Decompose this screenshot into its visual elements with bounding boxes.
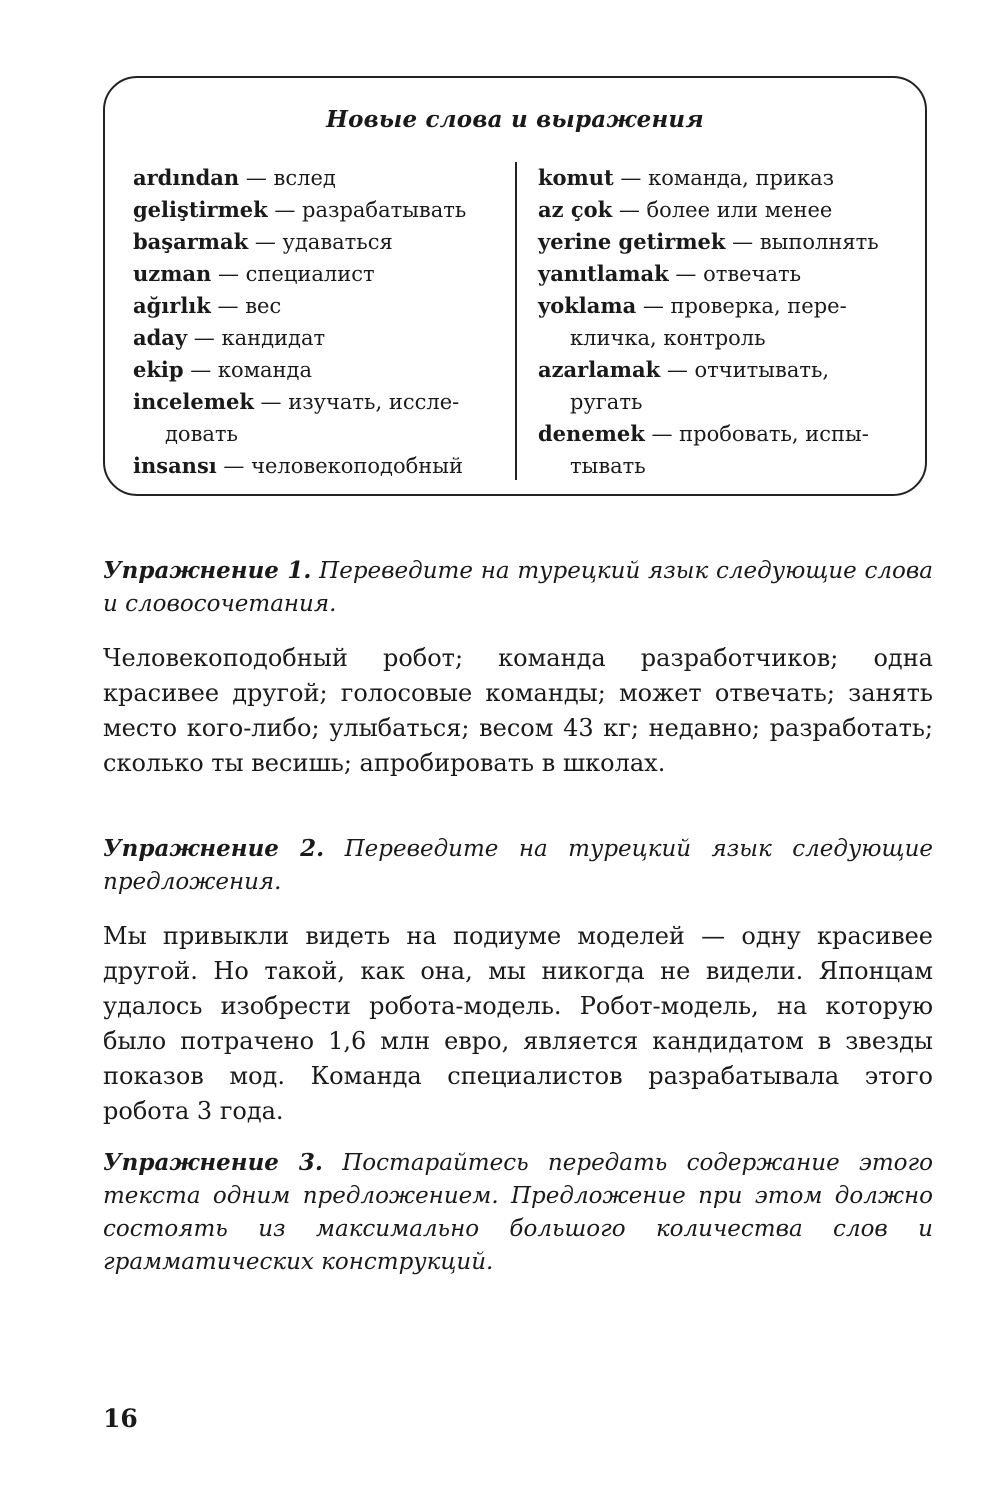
vocab-entry xyxy=(538,290,918,354)
vocab-translation: — отчитывать, xyxy=(660,358,830,382)
vocab-term: uzman xyxy=(133,261,212,286)
exercise-label: Упражнение 2. xyxy=(103,835,325,862)
vocab-entry xyxy=(133,162,513,194)
exercise-body: Человекоподобный робот; команда разработчиков; одна красивее другой; голосовые команды; может отвечать; занять место кого-либо; улыбаться; весом 43 кг; недавно; разработать; сколько ты весишь; апробировать в школах. xyxy=(103,644,933,777)
vocab-term: başarmak xyxy=(133,229,249,254)
exercise-1 xyxy=(103,554,933,805)
vocab-translation-continued: довать xyxy=(165,422,238,446)
vocab-entry xyxy=(538,354,918,418)
vocabulary-left-column xyxy=(133,162,513,482)
vocab-term: aday xyxy=(133,325,188,350)
vocabulary-box xyxy=(103,76,927,496)
vocab-translation: — разрабатывать xyxy=(267,198,467,222)
vocab-translation: — изучать, иссле- xyxy=(253,390,460,414)
vocab-term: yanıtlamak xyxy=(538,261,669,286)
vocab-term: geliştirmek xyxy=(133,197,268,222)
vocab-term: komut xyxy=(538,165,614,190)
vocab-translation: — проверка, пере- xyxy=(636,294,847,318)
exercise-body: Мы привыкли видеть на подиуме моделей — одну красивее другой. Но такой, как она, мы никогда не видели. Японцам удалось изобрести робота-модель. Робот-модель, на которую было потрачено 1,6 млн евро, является кандидатом в звезды показов мод. Команда специалистов разрабатывала этого робота 3 года. xyxy=(103,922,933,1125)
vocab-term: azarlamak xyxy=(538,357,661,382)
vocab-entry xyxy=(538,194,918,226)
vocab-entry xyxy=(538,162,918,194)
exercise-label: Упражнение 1. xyxy=(103,557,312,584)
vocab-entry xyxy=(538,418,918,482)
column-divider xyxy=(515,162,517,480)
exercise-instruction: Постарайтесь передать содержание этого текста одним предложением. Предложение при этом должно состоять из максимально большого количества слов и грамматических конструкций. xyxy=(103,1150,933,1275)
exercise-task xyxy=(103,554,933,621)
vocab-translation: — отвечать xyxy=(668,262,802,286)
vocab-translation: — человекоподобный xyxy=(216,454,463,478)
vocab-term: ağırlık xyxy=(133,293,211,318)
exercise-instruction: Переведите на турецкий язык следующие предложения. xyxy=(103,836,933,895)
vocab-entry xyxy=(133,386,513,450)
vocab-term: ekip xyxy=(133,357,184,382)
exercise-task xyxy=(103,1146,933,1279)
vocab-entry xyxy=(133,450,513,482)
exercise-instruction: Переведите на турецкий язык следующие слова и словосочетания. xyxy=(103,558,933,617)
vocab-entry xyxy=(133,290,513,322)
vocab-term: incelemek xyxy=(133,389,254,414)
vocab-term: insansı xyxy=(133,453,217,478)
vocab-entry xyxy=(133,194,513,226)
vocab-translation: — вес xyxy=(210,294,282,318)
vocab-translation: — пробовать, испы- xyxy=(644,422,869,446)
exercise-3 xyxy=(103,1146,933,1279)
vocab-entry xyxy=(133,226,513,258)
vocab-translation: — команда xyxy=(183,358,312,382)
vocab-translation: — вслед xyxy=(239,166,336,190)
vocab-translation-continued: тывать xyxy=(570,454,646,478)
vocab-term: ardından xyxy=(133,165,240,190)
vocab-term: yoklama xyxy=(538,293,637,318)
vocab-term: yerine getirmek xyxy=(538,229,726,254)
vocabulary-title: Новые слова и выражения xyxy=(326,106,704,133)
vocab-translation: — специалист xyxy=(211,262,375,286)
vocabulary-right-column xyxy=(538,162,918,482)
vocab-translation: — команда, приказ xyxy=(613,166,835,190)
vocab-entry xyxy=(538,258,918,290)
vocab-translation-continued: кличка, контроль xyxy=(570,326,766,350)
vocab-term: denemek xyxy=(538,421,645,446)
vocab-term: az çok xyxy=(538,197,613,222)
page-number: 16 xyxy=(103,1404,138,1433)
vocab-entry xyxy=(133,354,513,386)
exercise-label: Упражнение 3. xyxy=(103,1149,323,1176)
vocab-entry xyxy=(538,226,918,258)
vocab-entry xyxy=(133,322,513,354)
vocab-translation: — выполнять xyxy=(725,230,879,254)
exercise-2 xyxy=(103,832,933,1153)
vocab-translation: — удаваться xyxy=(248,230,393,254)
vocab-translation: — более или менее xyxy=(612,198,833,222)
exercise-task xyxy=(103,832,933,899)
vocab-translation-continued: ругать xyxy=(570,390,643,414)
vocab-translation: — кандидат xyxy=(187,326,326,350)
vocab-entry xyxy=(133,258,513,290)
